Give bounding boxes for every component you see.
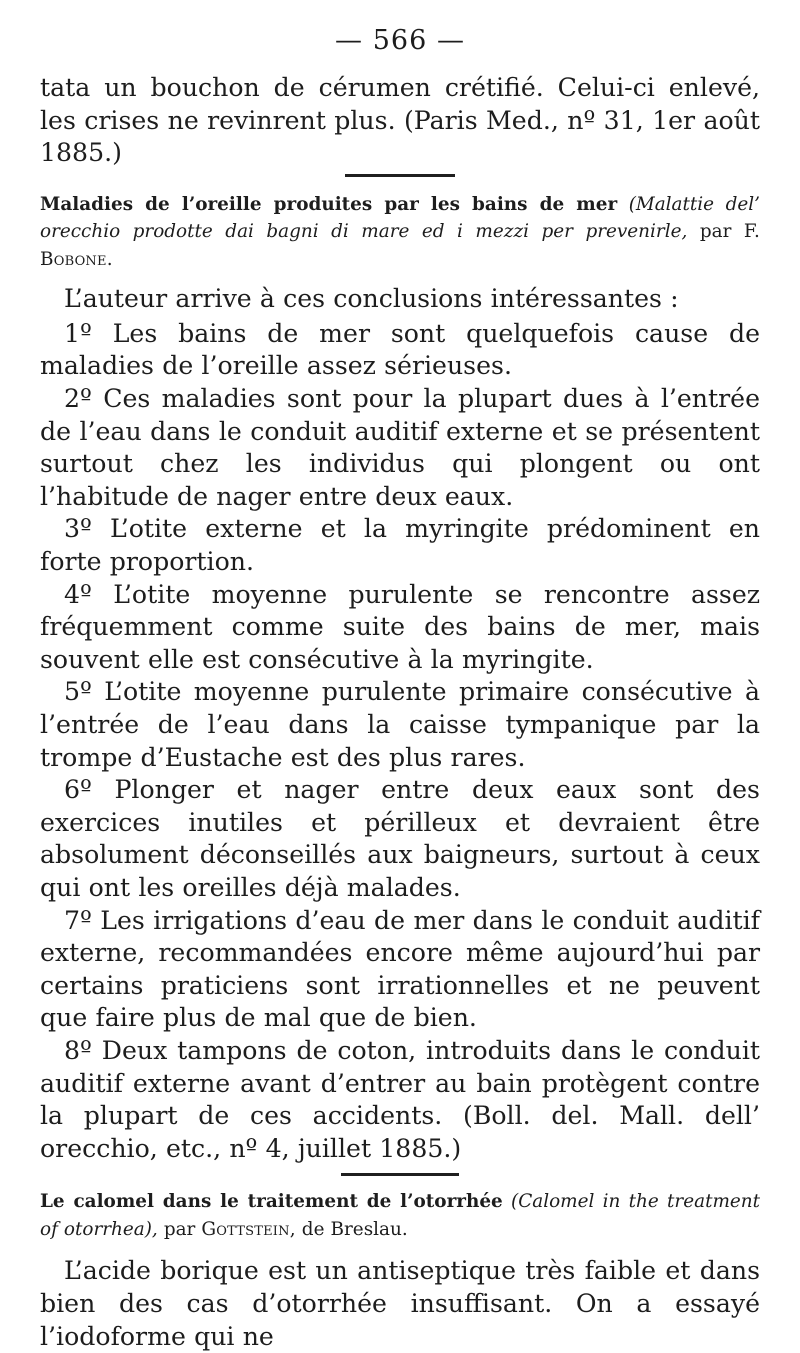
conclusion-item-8: 8º Deux tampons de coton, introduits dans le conduit auditif externe avant d’entrer au bain protègent contre la plupart de ces accidents. (Boll. del. Mall. dell’ orecchio, etc., nº 4, juillet 1885.) (40, 1035, 760, 1163)
second-article-title-block (40, 1188, 760, 1243)
second-article-place: de Breslau. (301, 1218, 408, 1240)
conclusion-item-3: 3º L’otite externe et la myringite prédominent en forte proportion. (40, 514, 760, 577)
second-article-title-italic: (Calomel in the treatment of otorrhea), (40, 1191, 761, 1240)
conclusion-list (40, 318, 760, 1165)
article-title-italic: (Malattie del’ orecchio prodotte dai bagni di mare ed i mezzi per prevenirle, (40, 193, 760, 243)
article-title-block (40, 191, 760, 274)
article-intro: L’auteur arrive à ces conclusions intéressantes : (64, 284, 679, 314)
second-article-title-main: Le calomel dans le traitement de l’otorrhée (40, 1191, 503, 1213)
second-article-text: L’acide borique est un antiseptique très faible et dans bien des cas d’otorrhée insuffisant. On a essayé l’iodoforme qui ne (40, 1256, 760, 1351)
conclusion-item-1: 1º Les bains de mer sont quelquefois cause de maladies de l’oreille assez sérieuses. (40, 318, 760, 381)
section-divider-2 (341, 1173, 459, 1176)
page-number: — 566 — (334, 25, 466, 56)
conclusion-item-4: 4º L’otite moyenne purulente se rencontre assez fréquemment comme suite des bains de mer, mais souvent elle est consécutive à la myringite. (40, 579, 760, 674)
previous-note-text: tata un bouchon de cérumen crétifié. Celui-ci enlevé, les crises ne revinrent plus. (Paris Med., nº 31, 1er août 1885.) (40, 73, 760, 168)
article-by-label: par (699, 221, 732, 243)
section-divider (345, 174, 455, 177)
article-author: F. Bobone. (40, 221, 761, 270)
second-article-by-label: par (163, 1218, 196, 1240)
document-page (40, 22, 760, 1353)
second-article-author: Gottstein, (201, 1218, 296, 1240)
article-title-main: Maladies de l’oreille produites par les bains de mer (40, 193, 618, 215)
conclusion-item-6: 6º Plonger et nager entre deux eaux sont des exercices inutiles et périlleux et devraient être absolument déconseillés aux baigneurs, surtout à ceux qui ont les oreilles déjà malades. (40, 775, 760, 902)
conclusion-item-2: 2º Ces maladies sont pour la plupart dues à l’entrée de l’eau dans le conduit auditif externe et se présentent surtout chez les individus qui plongent ou ont l’habitude de nager entre deux eaux. (40, 384, 760, 511)
conclusion-item-5: 5º L’otite moyenne purulente primaire consécutive à l’entrée de l’eau dans la caisse tympanique par la trompe d’Eustache est des plus rares. (40, 677, 760, 772)
conclusion-item-7: 7º Les irrigations d’eau de mer dans le conduit auditif externe, recommandées encore même aujourd’hui par certains praticiens sont irrationnelles et ne peuvent que faire plus de mal que de bien. (40, 905, 760, 1033)
